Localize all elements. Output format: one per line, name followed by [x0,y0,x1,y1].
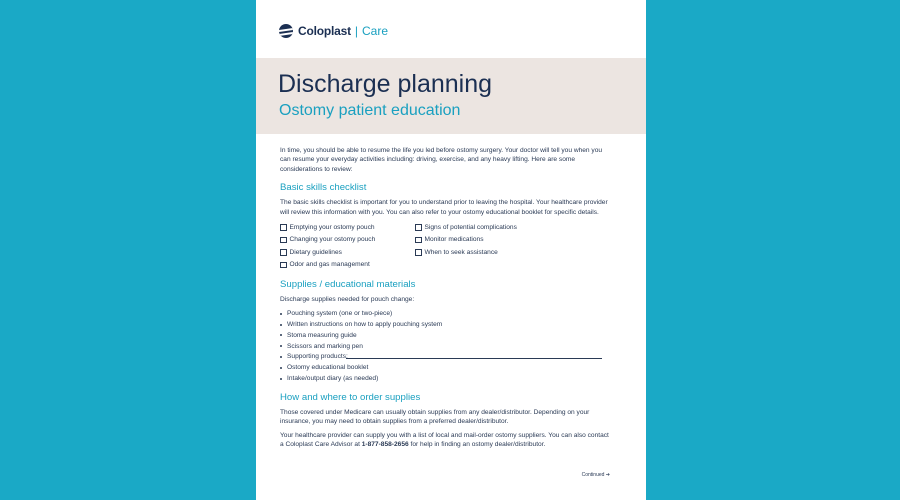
checklist-item [280,234,415,247]
list-item [280,362,612,373]
coloplast-care-logo [279,22,388,40]
checklist-item [415,246,550,259]
list-item [280,341,612,352]
bullet-icon [280,356,282,358]
document-body [280,146,612,454]
bullet-icon [280,334,282,336]
logo-separator: | [354,24,358,38]
checkbox-icon [280,262,287,269]
checkbox-icon [280,237,287,244]
document-page [256,0,646,500]
list-item [280,319,612,330]
checkbox-icon [280,249,287,256]
checklist-label: Signs of potential complications [424,223,517,231]
logo-product: Care [362,24,389,38]
checklist-item [280,246,415,259]
order-text-after: for help in finding an ostomy dealer/distributor. [408,441,546,449]
page-title: Discharge planning [278,70,493,98]
supplies-list [280,308,612,384]
checkbox-icon [415,224,422,231]
skills-checklist [280,221,612,271]
checklist-column-1 [280,221,415,271]
checklist-label: Emptying your ostomy pouch [289,223,375,231]
list-item [280,308,612,319]
supplies-heading: Supplies / educational materials [280,279,416,291]
logo-brand: Coloplast [298,24,351,38]
supplies-intro: Discharge supplies needed for pouch change: [280,296,415,304]
checklist-item [280,259,415,272]
basic-skills-heading: Basic skills checklist [280,182,367,194]
checklist-column-2 [415,221,550,271]
list-item [280,352,612,363]
checklist-item [415,234,550,247]
order-paragraph-1: Those covered under Medicare can usually obtain supplies from any dealer/distributor. Depending on your insurance, you may need to obtain supplies from a preferred dealer/distributor. [280,409,590,426]
bullet-icon [280,324,282,326]
bullet-icon [280,313,282,315]
order-heading: How and where to order supplies [280,392,421,404]
checklist-item [415,221,550,234]
phone-number: 1-877-858-2656 [361,441,409,449]
checklist-item [280,221,415,234]
checklist-label: When to seek assistance [424,248,498,256]
list-item [280,373,612,384]
basic-skills-text: The basic skills checklist is important for you to understand prior to leaving the hospital. Your healthcare provider will review this information with you. You can also refer to your ostomy educational booklet for specific details. [280,199,608,216]
list-item-text: Supporting products: [287,353,348,361]
list-item-text: Written instructions on how to apply pouching system [287,320,443,328]
order-text-before: Your healthcare provider can supply you with a list of local and mail-order ostomy suppliers. You can also contact a Coloplast Care Advisor at [280,431,609,449]
list-item-text: Stoma measuring guide [287,331,357,339]
checkbox-icon [415,237,422,244]
checkbox-icon [280,224,287,231]
checklist-label: Dietary guidelines [289,248,342,256]
fill-in-line [346,358,602,359]
checklist-label: Odor and gas management [289,261,370,269]
list-item-text: Ostomy educational booklet [287,364,369,372]
bullet-icon [280,345,282,347]
checklist-label: Monitor medications [424,236,484,244]
checkbox-icon [415,249,422,256]
list-item-text: Pouching system (one or two-piece) [287,310,393,318]
list-item-text: Scissors and marking pen [287,342,363,350]
bullet-icon [280,378,282,380]
page-subtitle: Ostomy patient education [279,102,461,119]
intro-paragraph: In time, you should be able to resume the life you led before ostomy surgery. Your doctor will tell you when you can resume your everyday activities including: driving, exercise, and any heavy lifting. Here are some considerations to review: [280,147,603,173]
bullet-icon [280,367,282,369]
checklist-label: Changing your ostomy pouch [289,236,376,244]
title-banner [256,58,646,134]
order-paragraph-2 [280,431,612,450]
continued-label: Continued ➔ [581,472,610,478]
coloplast-logo-icon [279,24,293,38]
list-item [280,330,612,341]
list-item-text: Intake/output diary (as needed) [287,374,379,382]
